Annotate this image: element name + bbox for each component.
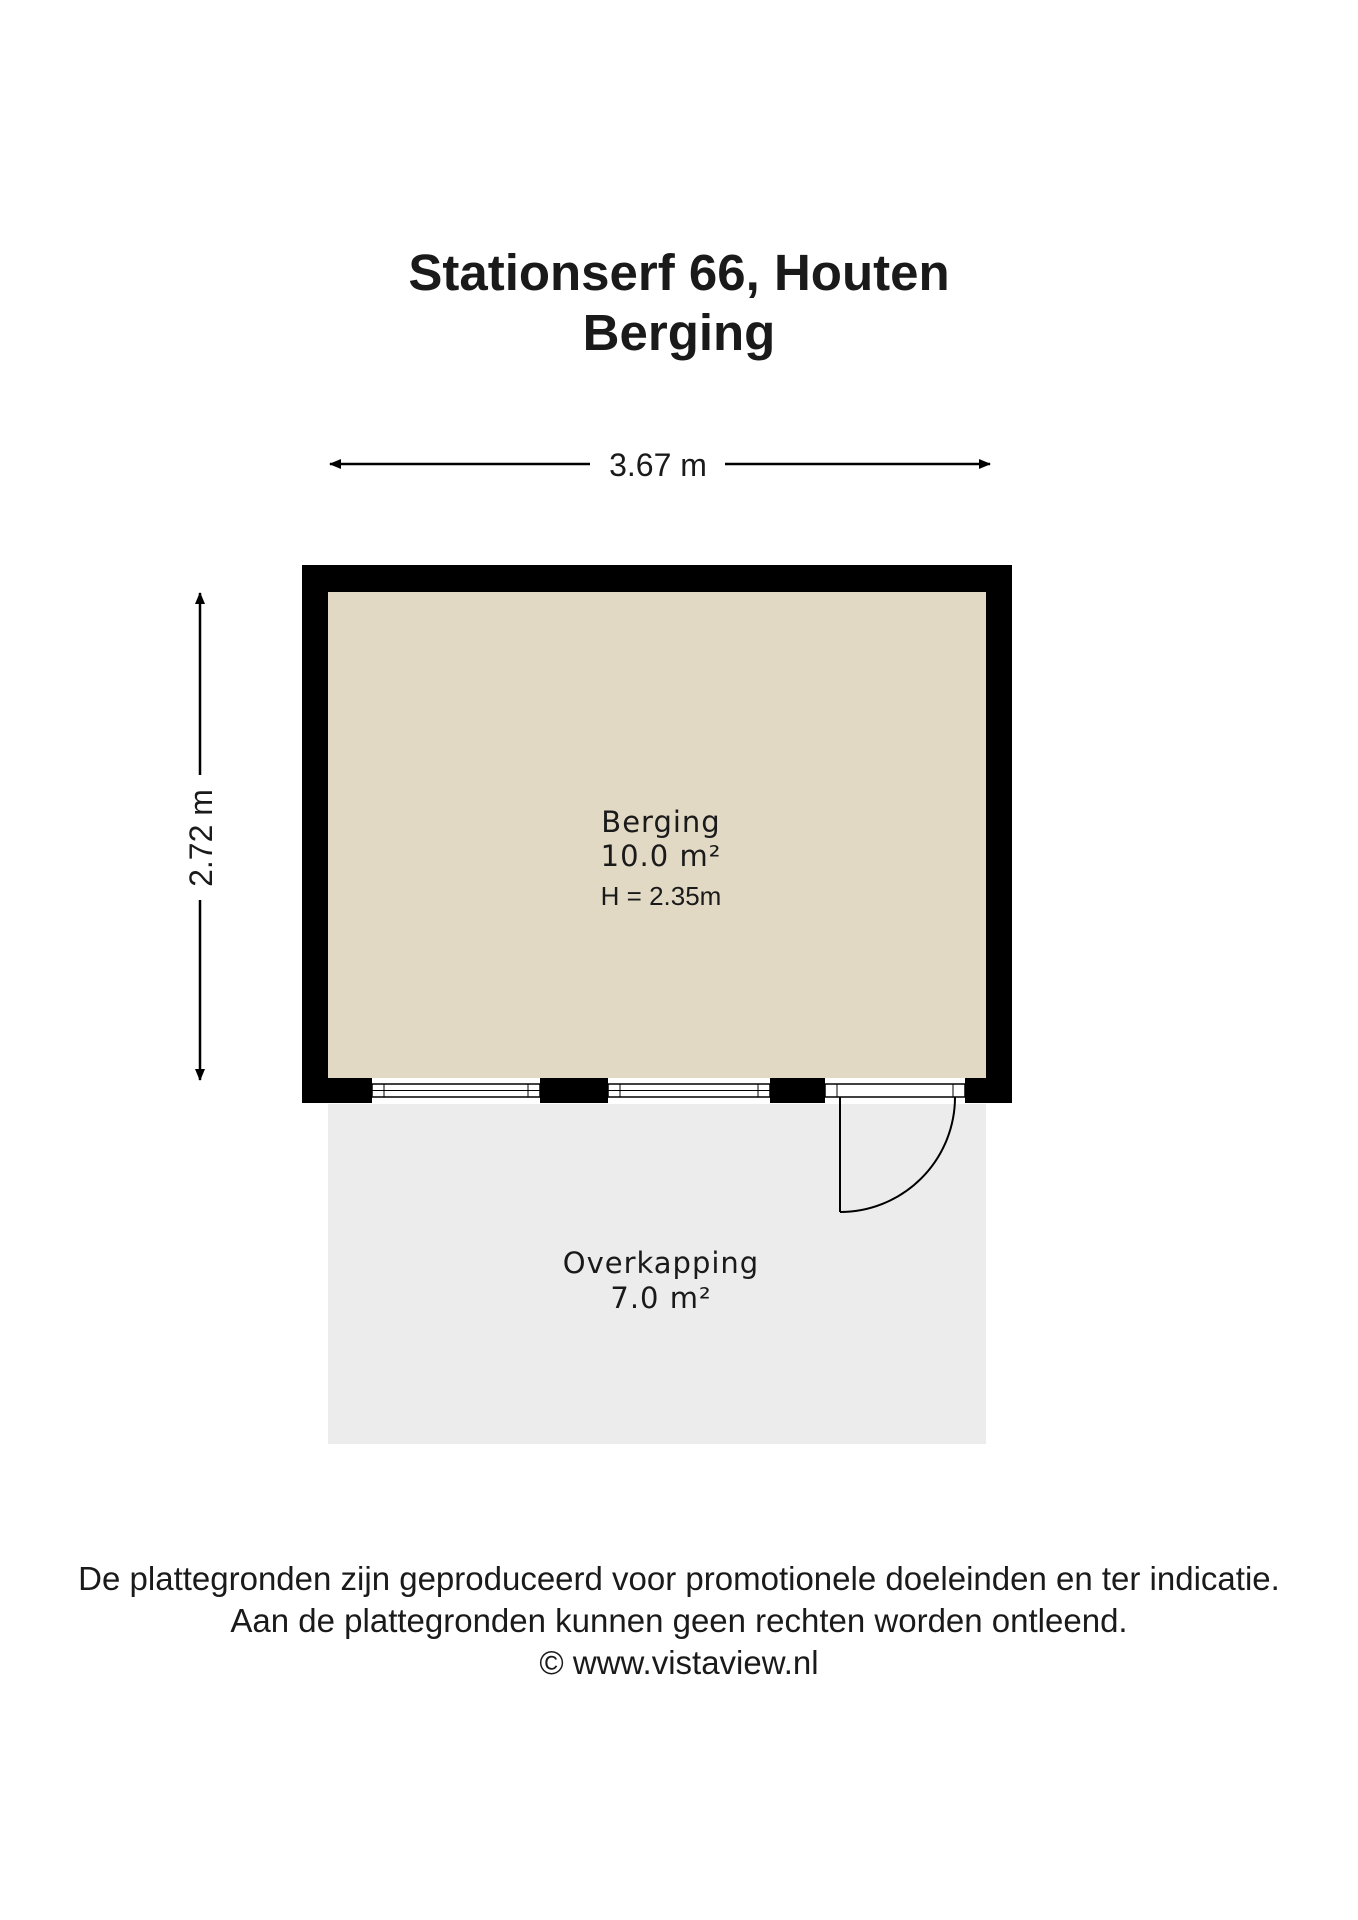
disclaimer-line-2: Aan de plattegronden kunnen geen rechten worden ontleend. [230, 1602, 1128, 1639]
storage-room-name: Berging [601, 805, 721, 839]
plan-title-floor: Berging [582, 304, 776, 361]
window-2 [608, 1084, 770, 1097]
wall-bottom-segment-1 [302, 1078, 372, 1103]
wall-bottom-segment-2 [540, 1078, 608, 1103]
canopy-area-label: 7.0 m² [610, 1281, 712, 1315]
wall-bottom-segment-4 [965, 1078, 1012, 1103]
storage-room-area: 10.0 m² [600, 839, 722, 873]
wall-top [302, 565, 1012, 592]
wall-left [302, 565, 328, 1103]
window-1 [372, 1084, 540, 1097]
wall-bottom-segment-3 [770, 1078, 825, 1103]
width-label: 3.67 m [609, 447, 707, 483]
canopy-name: Overkapping [562, 1246, 760, 1280]
depth-label: 2.72 m [183, 789, 219, 887]
copyright-line: © www.vistaview.nl [539, 1644, 819, 1681]
disclaimer-line-1: De plattegronden zijn geproduceerd voor promotionele doeleinden en ter indicatie. [78, 1560, 1280, 1597]
width-dimension [330, 447, 990, 483]
plan-title-address: Stationserf 66, Houten [408, 244, 950, 301]
wall-right [986, 565, 1012, 1103]
depth-dimension [183, 593, 219, 1080]
storage-room-height: H = 2.35m [600, 881, 722, 911]
